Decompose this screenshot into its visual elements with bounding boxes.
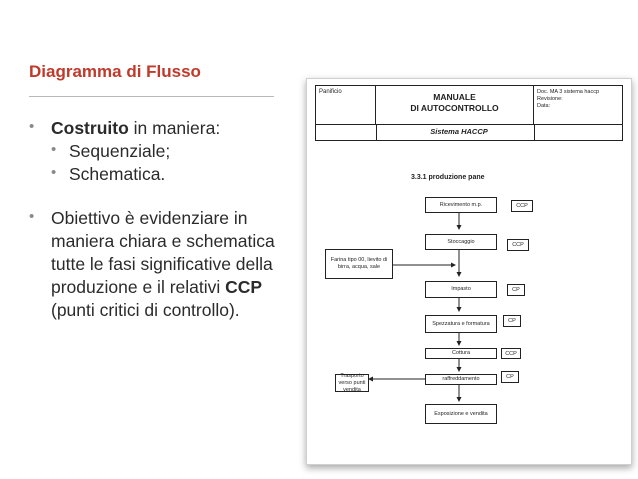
slide-title: Diagramma di Flusso	[29, 62, 201, 81]
flow-step: Stoccaggio	[425, 234, 497, 250]
bullet-list	[29, 117, 279, 322]
bullet-text-end: (punti critici di controllo).	[51, 300, 240, 320]
bullet-bold-text: Costruito	[51, 118, 129, 138]
flow-step: Cottura	[425, 348, 497, 359]
sub-bullet-schematica: • Schematica.	[51, 163, 279, 186]
ccp-label: CCP	[507, 239, 529, 251]
bullet-bold-text: CCP	[225, 277, 263, 297]
title-divider	[29, 96, 274, 97]
header-doc-code: Doc. MA 3 sistema haccp	[537, 89, 600, 95]
header-date: Data:	[537, 103, 551, 109]
ccp-label: CP	[501, 371, 519, 383]
flow-step: Impasto	[425, 281, 497, 298]
ingredients-box: Farina tipo 00, lievito di birra, acqua, sale	[325, 249, 393, 279]
header-revision: Revisione:	[537, 96, 563, 102]
document-image	[306, 78, 632, 465]
flow-step: raffreddamento	[425, 374, 497, 385]
header-subtitle: Sistema HACCP	[430, 127, 488, 136]
flow-step: Esposizione e vendita	[425, 404, 497, 424]
bullet-text: in maniera:	[128, 118, 221, 138]
bullet-costruito	[29, 117, 279, 140]
header-left: Panificio	[316, 86, 376, 124]
bullet-text: Obiettivo è evidenziare in maniera chiara e schematica tutte le fasi significative della produzione e il relativi	[51, 208, 275, 297]
ccp-label: CCP	[511, 200, 533, 212]
sub-bullet-sequenziale: • Sequenziale;	[51, 140, 279, 163]
flow-step: Spezzatura e formatura	[425, 315, 497, 333]
bullet-obiettivo	[29, 207, 279, 322]
transport-box: Trasporto verso punti vendita	[335, 374, 369, 392]
ccp-label: CP	[503, 315, 521, 327]
ccp-label: CP	[507, 284, 525, 296]
header-title-line1: MANUALE	[433, 92, 476, 102]
flow-step: Ricevimento m.p.	[425, 197, 497, 213]
section-title: 3.3.1 produzione pane	[411, 174, 485, 181]
header-title-line2: DI AUTOCONTROLLO	[410, 103, 499, 113]
ccp-label: CCP	[501, 348, 521, 359]
